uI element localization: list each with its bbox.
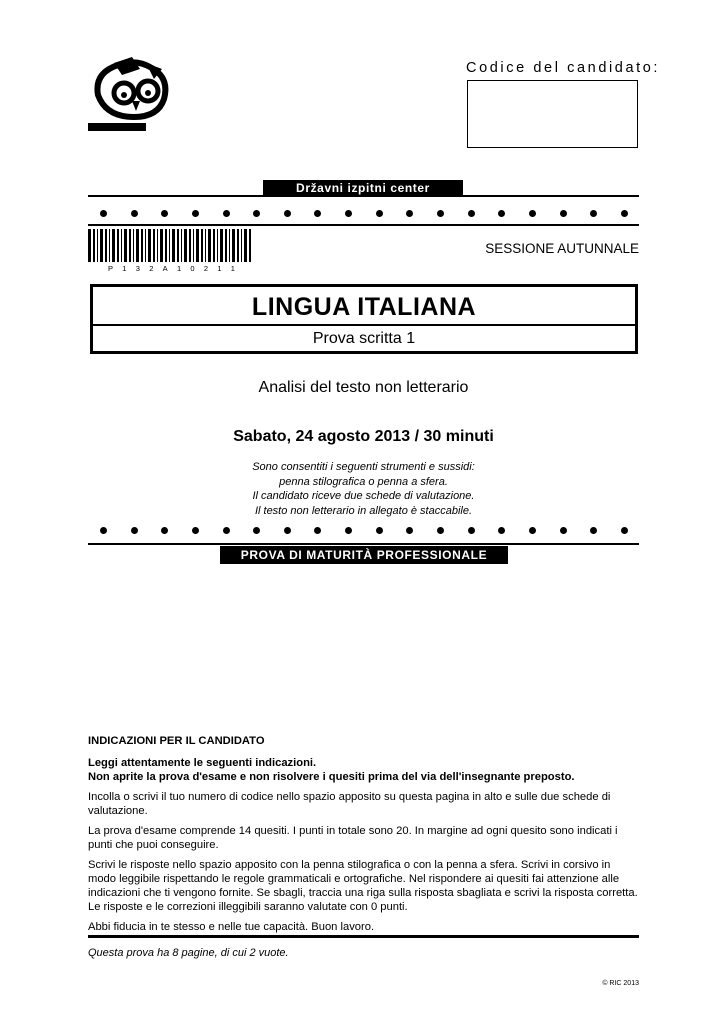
barcode-bar [153,229,155,262]
instructions-paragraph: La prova d'esame comprende 14 quesiti. I punti in totale sono 20. In margine ad ogni quesito sono indicati i punti che puoi conseguire. [88,825,618,851]
decorative-dot [621,210,628,217]
footer-rule [88,935,639,938]
barcode-bar [105,229,107,262]
decorative-dot [223,210,230,217]
decorative-dot [406,210,413,217]
barcode-bar [232,229,235,262]
barcode-bar [160,229,163,262]
decorative-dot [376,210,383,217]
decorative-dot [498,210,505,217]
decorative-dot [345,210,352,217]
barcode-bar [201,229,203,262]
exam-part: Analisi del testo non letterario [258,379,469,396]
barcode-char: 1 [217,264,222,273]
tools-line: Il testo non letterario in allegato è staccabile. [254,504,473,517]
barcode-bar [97,229,98,262]
barcode-char: 1 [122,264,127,273]
copyright: © RIC 2013 [602,980,639,987]
instructions-bold-line: Non aprite la prova d'esame e non risolvere i quesiti prima del via dell'insegnante preposto. [88,771,575,783]
decorative-dot [345,527,352,534]
exam-type-badge: PROVA DI MATURITÀ PROFESSIONALE [220,546,508,564]
decorative-dot [100,527,107,534]
tools-line: Sono consentiti i seguenti strumenti e sussidi: [252,461,475,473]
dot-row-bottom [100,525,628,535]
barcode-bar [172,229,175,262]
decorative-dot [406,527,413,534]
decorative-dot [468,210,475,217]
exam-subtitle: Prova scritta 1 [312,330,416,347]
barcode-bar [93,229,95,262]
decorative-dot [314,210,321,217]
barcode-char: A [162,264,168,273]
barcode-bar [189,229,191,262]
candidate-code-label: Codice del candidato: [466,60,661,76]
barcode-icon [88,229,253,262]
exam-title: LINGUA ITALIANA [251,293,477,321]
barcode-char: 2 [149,264,154,273]
barcode-bar [129,229,131,262]
barcode-bar [184,229,187,262]
barcode-char: 0 [190,264,195,273]
barcode-bar [121,229,122,262]
decorative-dot [560,210,567,217]
barcode-bar [241,229,242,262]
instructions-bold-line: Leggi attentamente le seguenti indicazioni. [88,757,317,769]
barcode-char: 3 [135,264,140,273]
header-rule-lower [88,224,639,226]
instructions-paragraph: Abbi fiducia in te stesso e nelle tue capacità. Buon lavoro. [88,921,375,933]
barcode-bar [181,229,182,262]
barcode-bar [157,229,158,262]
barcode-bar [249,229,251,262]
decorative-dot [161,527,168,534]
barcode-bar [145,229,146,262]
decorative-dot [590,527,597,534]
decorative-dot [131,210,138,217]
barcode-bar [169,229,170,262]
barcode-bar [220,229,223,262]
decorative-dot [437,527,444,534]
exam-date-duration: Sabato, 24 agosto 2013 / 30 minuti [233,428,494,445]
decorative-dot [284,527,291,534]
decorative-dot [161,210,168,217]
tools-line: penna stilografica o penna a sfera. [279,475,448,488]
decorative-dot [376,527,383,534]
barcode-bar [112,229,115,262]
decorative-dot [590,210,597,217]
decorative-dot [223,527,230,534]
instructions-paragraph: Incolla o scrivi il tuo numero di codice nello spazio apposito su questa pagina in alto e sulle due schede di valutazione. [88,791,611,817]
barcode-bar [124,229,127,262]
barcode-bar [177,229,179,262]
tools-line: Il candidato riceve due schede di valutazione. [252,490,475,502]
owl-logo-icon [88,55,180,133]
matura-rule [88,543,639,545]
barcode-bar [244,229,247,262]
barcode-bar [229,229,230,262]
decorative-dot [192,527,199,534]
decorative-dot [253,527,260,534]
decorative-dot [100,210,107,217]
session-label: SESSIONE AUTUNNALE [485,241,639,256]
barcode-bar [196,229,199,262]
decorative-dot [437,210,444,217]
instructions-paragraph: Scrivi le risposte nello spazio apposito con la penna stilografica o con la penna a sfera. Scrivi in corsivo in modo leggibile rispettando le regole grammaticali e ortografiche. Nel rispondere ai quesiti fai attenzione alle indicazioni che ti vengono fornite. Se sbagli, traccia una riga sulla risposta sbagliata e scrivi la risposta corretta. Le risposte e le correzioni illeggibili saranno valutate con 0 punti. [88,859,638,913]
barcode-char: 2 [203,264,209,273]
center-name-badge: Državni izpitni center [263,180,463,196]
allowed-tools [88,460,639,518]
title-divider [93,324,635,326]
barcode-char: 1 [176,264,182,273]
barcode-char: P [108,264,114,273]
barcode-bar [237,229,239,262]
barcode-bar [193,229,194,262]
pages-note: Questa prova ha 8 pagine, di cui 2 vuote. [88,947,289,959]
barcode-bar [136,229,139,262]
barcode-bar [213,229,215,262]
barcode-bar [109,229,110,262]
barcode-bar [88,229,91,262]
barcode-bar [133,229,134,262]
decorative-dot [621,527,628,534]
barcode-bar [117,229,119,262]
dot-row-top [100,208,628,218]
barcode-bar [148,229,151,262]
decorative-dot [468,527,475,534]
decorative-dot [314,527,321,534]
barcode-bar [217,229,218,262]
decorative-dot [529,527,536,534]
barcode-bar [225,229,227,262]
decorative-dot [284,210,291,217]
decorative-dot [253,210,260,217]
barcode-bar [208,229,211,262]
barcode-bar [165,229,167,262]
barcode-char: 1 [230,264,235,273]
decorative-dot [560,527,567,534]
decorative-dot [498,527,505,534]
barcode-bar [100,229,103,262]
decorative-dot [192,210,199,217]
decorative-dot [529,210,536,217]
barcode-number [88,264,253,273]
candidate-instructions [88,734,639,940]
instructions-heading: INDICAZIONI PER IL CANDIDATO [88,735,265,747]
barcode-bar [205,229,206,262]
decorative-dot [131,527,138,534]
candidate-code-box[interactable] [467,80,638,148]
barcode-bar [141,229,143,262]
